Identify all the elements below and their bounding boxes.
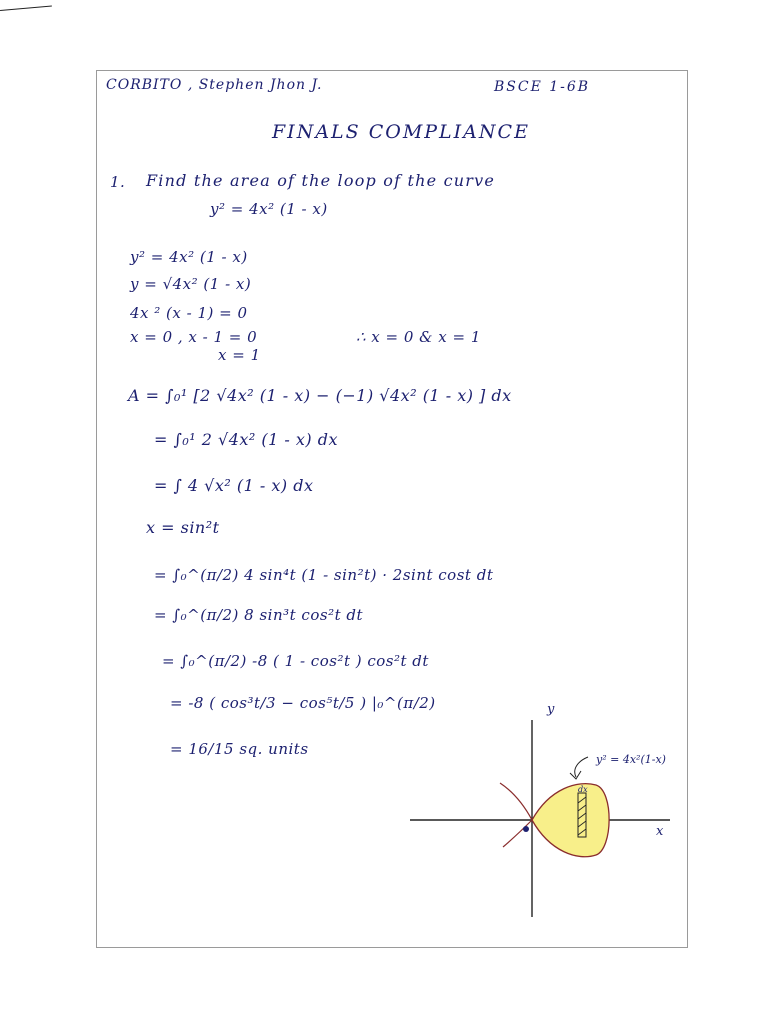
area-integral: A = ∫₀¹ [2 √4x² (1 - x) − (−1) √4x² (1 - x) ] dx	[128, 386, 512, 405]
pointer-arrow	[575, 757, 588, 777]
work-line-5: x = 1	[218, 346, 261, 364]
problem-number: 1.	[110, 173, 126, 191]
student-name: CORBITO , Stephen Jhon J.	[106, 77, 323, 93]
page-title: FINALS COMPLIANCE	[272, 121, 530, 143]
work-line-12: = ∫₀^(π/2) -8 ( 1 - cos²t ) cos²t dt	[162, 652, 429, 670]
curve-tails	[500, 783, 532, 847]
section-code: BSCE 1-6B	[494, 79, 591, 95]
corner-pen-mark	[0, 5, 52, 11]
work-line-11: = ∫₀^(π/2) 8 sin³t cos²t dt	[154, 606, 364, 624]
work-line-1: y² = 4x² (1 - x)	[130, 248, 248, 266]
x-axis-label: x	[656, 824, 664, 839]
work-line-8: = ∫ 4 √x² (1 - x) dx	[154, 476, 314, 495]
work-line-13: = -8 ( cos³t/3 − cos⁵t/5 ) |₀^(π/2)	[170, 694, 436, 712]
work-line-3: 4x ² (x - 1) = 0	[130, 304, 248, 322]
origin-point	[523, 826, 529, 832]
curve-loop	[532, 784, 609, 857]
substitution: x = sin²t	[146, 518, 220, 537]
work-line-10: = ∫₀^(π/2) 4 sin⁴t (1 - sin²t) · 2sint cost dt	[154, 566, 494, 584]
work-line-4: x = 0 , x - 1 = 0	[130, 328, 258, 346]
work-line-7: = ∫₀¹ 2 √4x² (1 - x) dx	[154, 430, 339, 449]
y-axis-label: y	[547, 702, 555, 717]
dx-label: dx	[578, 785, 588, 794]
work-line-2: y = √4x² (1 - x)	[130, 275, 252, 293]
problem-question: Find the area of the loop of the curve	[146, 171, 496, 190]
curve-equation-label: y² = 4x²(1-x)	[596, 753, 666, 766]
curve-graph	[400, 695, 710, 925]
work-conclusion: ∴ x = 0 & x = 1	[356, 328, 481, 346]
final-answer: = 16/15 sq. units	[170, 740, 309, 758]
problem-equation: y² = 4x² (1 - x)	[210, 200, 328, 218]
